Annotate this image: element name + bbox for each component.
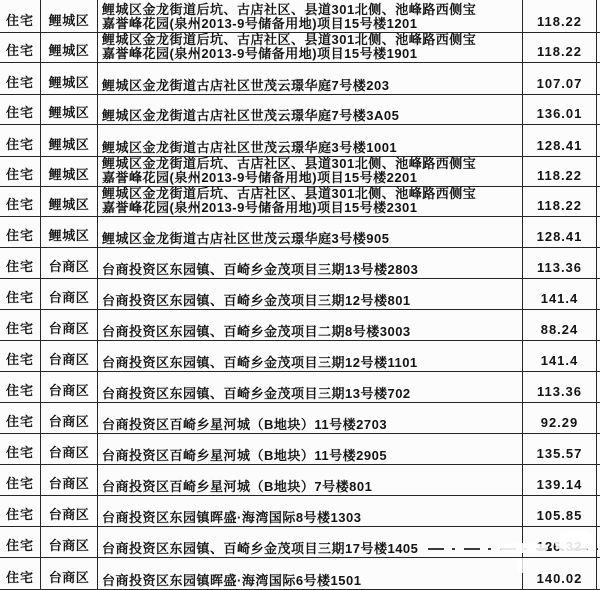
address-cell	[98, 95, 523, 124]
usage-cell: 住宅	[0, 465, 41, 495]
address-cell	[98, 63, 523, 94]
usage-cell: 住宅	[0, 310, 41, 340]
address-cell-text: 鲤城区金龙街道古店社区世茂云璟华庭3号楼1001	[102, 139, 398, 155]
district-cell: 台商区	[41, 558, 98, 589]
district-cell: 台商区	[41, 434, 98, 464]
usage-cell: 住宅	[0, 95, 41, 124]
whiteout-smudge	[500, 543, 548, 553]
address-cell-text: 台商投资区东园镇、百崎乡金茂项目三期13号楼702	[102, 385, 411, 401]
area-cell: 128.41	[523, 217, 597, 247]
address-cell-text: 台商投资区百崎乡星河城（B地块）11号楼2703	[102, 416, 388, 432]
address-cell	[98, 217, 523, 247]
usage-cell: 住宅	[0, 63, 41, 94]
address-cell-text: 鲤城区金龙街道后坑、古店社区、县道301北侧、池峰路西侧宝嘉誉峰花园(泉州2013-9号储备用地)项目15号楼1901	[102, 33, 477, 61]
address-cell	[98, 496, 523, 526]
area-cell: 141.4	[523, 341, 597, 371]
district-cell: 鲤城区	[41, 157, 98, 186]
table-row	[0, 187, 600, 217]
district-cell: 台商区	[41, 403, 98, 433]
area-cell: 107.07	[523, 63, 597, 94]
district-cell: 鲤城区	[41, 217, 98, 247]
address-cell-text: 台商投资区东园镇、百崎乡金茂项目三期12号楼801	[102, 292, 411, 308]
district-cell: 台商区	[41, 279, 98, 309]
address-cell-text: 台商投资区东园镇晖盛·海湾国际8号楼1303	[102, 509, 362, 525]
district-cell: 台商区	[41, 372, 98, 402]
address-cell	[98, 558, 523, 589]
table-row	[0, 125, 600, 157]
address-cell-text: 鲤城区金龙街道后坑、古店社区、县道301北侧、池峰路西侧宝嘉誉峰花园(泉州2013-9号储备用地)项目15号楼2201	[102, 157, 477, 185]
usage-cell: 住宅	[0, 125, 41, 156]
district-cell: 鲤城区	[41, 0, 98, 32]
address-cell	[98, 157, 523, 186]
district-cell: 鲤城区	[41, 95, 98, 124]
address-cell	[98, 434, 523, 464]
address-cell	[98, 125, 523, 156]
table-row	[0, 248, 600, 279]
usage-cell: 住宅	[0, 248, 41, 278]
area-cell: 140.02	[523, 558, 597, 589]
whiteout-smudge	[518, 558, 524, 573]
area-cell: 136.01	[523, 95, 597, 124]
address-cell-text: 台商投资区百崎乡星河城（B地块）11号楼2905	[102, 447, 388, 463]
usage-cell: 住宅	[0, 496, 41, 526]
area-cell: 118.22	[523, 187, 597, 216]
address-cell-text: 鲤城区金龙街道古店社区世茂云璟华庭7号楼3A05	[102, 107, 400, 123]
usage-cell: 住宅	[0, 403, 41, 433]
area-cell: 92.29	[523, 403, 597, 433]
area-cell: 118.22	[523, 33, 597, 62]
district-cell: 鲤城区	[41, 125, 98, 156]
area-cell: 88.24	[523, 310, 597, 340]
address-cell-text: 台商投资区东园镇晖盛·海湾国际6号楼1501	[102, 572, 362, 588]
area-cell: 118.22	[523, 0, 597, 32]
area-cell: 118.22	[523, 157, 597, 186]
table-row	[0, 372, 600, 403]
table-row	[0, 465, 600, 496]
address-cell	[98, 527, 523, 557]
district-cell: 鲤城区	[41, 33, 98, 62]
address-cell	[98, 33, 523, 62]
area-cell: 141.4	[523, 279, 597, 309]
table-row	[0, 434, 600, 465]
usage-cell: 住宅	[0, 279, 41, 309]
area-cell: 113.36	[523, 372, 597, 402]
address-cell-text: 台商投资区东园镇、百崎乡金茂项目二期8号楼3003	[102, 323, 411, 339]
area-cell: 105.85	[523, 496, 597, 526]
area-cell: 128.41	[523, 125, 597, 156]
usage-cell: 住宅	[0, 0, 41, 32]
address-cell	[98, 372, 523, 402]
table-row	[0, 558, 600, 590]
usage-cell: 住宅	[0, 341, 41, 371]
district-cell: 台商区	[41, 527, 98, 557]
area-cell: 113.36	[523, 248, 597, 278]
address-cell-text: 台商投资区百崎乡星河城（B地块）7号楼801	[102, 478, 373, 494]
district-cell: 台商区	[41, 496, 98, 526]
address-cell	[98, 248, 523, 278]
table-row	[0, 0, 600, 33]
usage-cell: 住宅	[0, 187, 41, 216]
table-row	[0, 157, 600, 187]
address-cell-text: 鲤城区金龙街道后坑、古店社区、县道301北侧、池峰路西侧宝嘉誉峰花园(泉州2013-9号储备用地)项目15号楼2301	[102, 187, 477, 215]
area-cell: 135.57	[523, 434, 597, 464]
table-row	[0, 33, 600, 63]
address-cell	[98, 403, 523, 433]
address-cell-text: 鲤城区金龙街道后坑、古店社区、县道301北侧、池峰路西侧宝嘉誉峰花园(泉州2013-9号储备用地)项目15号楼1201	[102, 2, 477, 31]
area-cell: 139.14	[523, 465, 597, 495]
district-cell: 台商区	[41, 310, 98, 340]
district-cell: 鲤城区	[41, 187, 98, 216]
address-cell-text: 台商投资区东园镇、百崎乡金茂项目三期12号楼1101	[102, 354, 418, 370]
usage-cell: 住宅	[0, 372, 41, 402]
usage-cell: 住宅	[0, 434, 41, 464]
address-cell	[98, 310, 523, 340]
district-cell: 鲤城区	[41, 63, 98, 94]
table-row	[0, 341, 600, 372]
usage-cell: 住宅	[0, 558, 41, 589]
address-cell	[98, 341, 523, 371]
address-cell	[98, 187, 523, 216]
table-row	[0, 496, 600, 527]
usage-cell: 住宅	[0, 157, 41, 186]
table-row	[0, 310, 600, 341]
address-cell-text: 台商投资区东园镇、百崎乡金茂项目三期13号楼2803	[102, 261, 419, 277]
address-cell-text: 鲤城区金龙街道古店社区世茂云璟华庭7号楼203	[102, 77, 390, 93]
table-row	[0, 403, 600, 434]
address-cell-text: 鲤城区金龙街道古店社区世茂云璟华庭3号楼905	[102, 230, 390, 246]
table-row	[0, 217, 600, 248]
address-cell-text: 台商投资区东园镇、百崎乡金茂项目三期17号楼1405	[102, 540, 419, 556]
district-cell: 台商区	[41, 341, 98, 371]
table-row	[0, 95, 600, 125]
address-cell	[98, 279, 523, 309]
usage-cell: 住宅	[0, 527, 41, 557]
address-cell	[98, 465, 523, 495]
district-cell: 台商区	[41, 248, 98, 278]
district-cell: 台商区	[41, 465, 98, 495]
usage-cell: 住宅	[0, 33, 41, 62]
address-cell	[98, 0, 523, 32]
usage-cell: 住宅	[0, 217, 41, 247]
table-row	[0, 63, 600, 95]
table-row	[0, 279, 600, 310]
